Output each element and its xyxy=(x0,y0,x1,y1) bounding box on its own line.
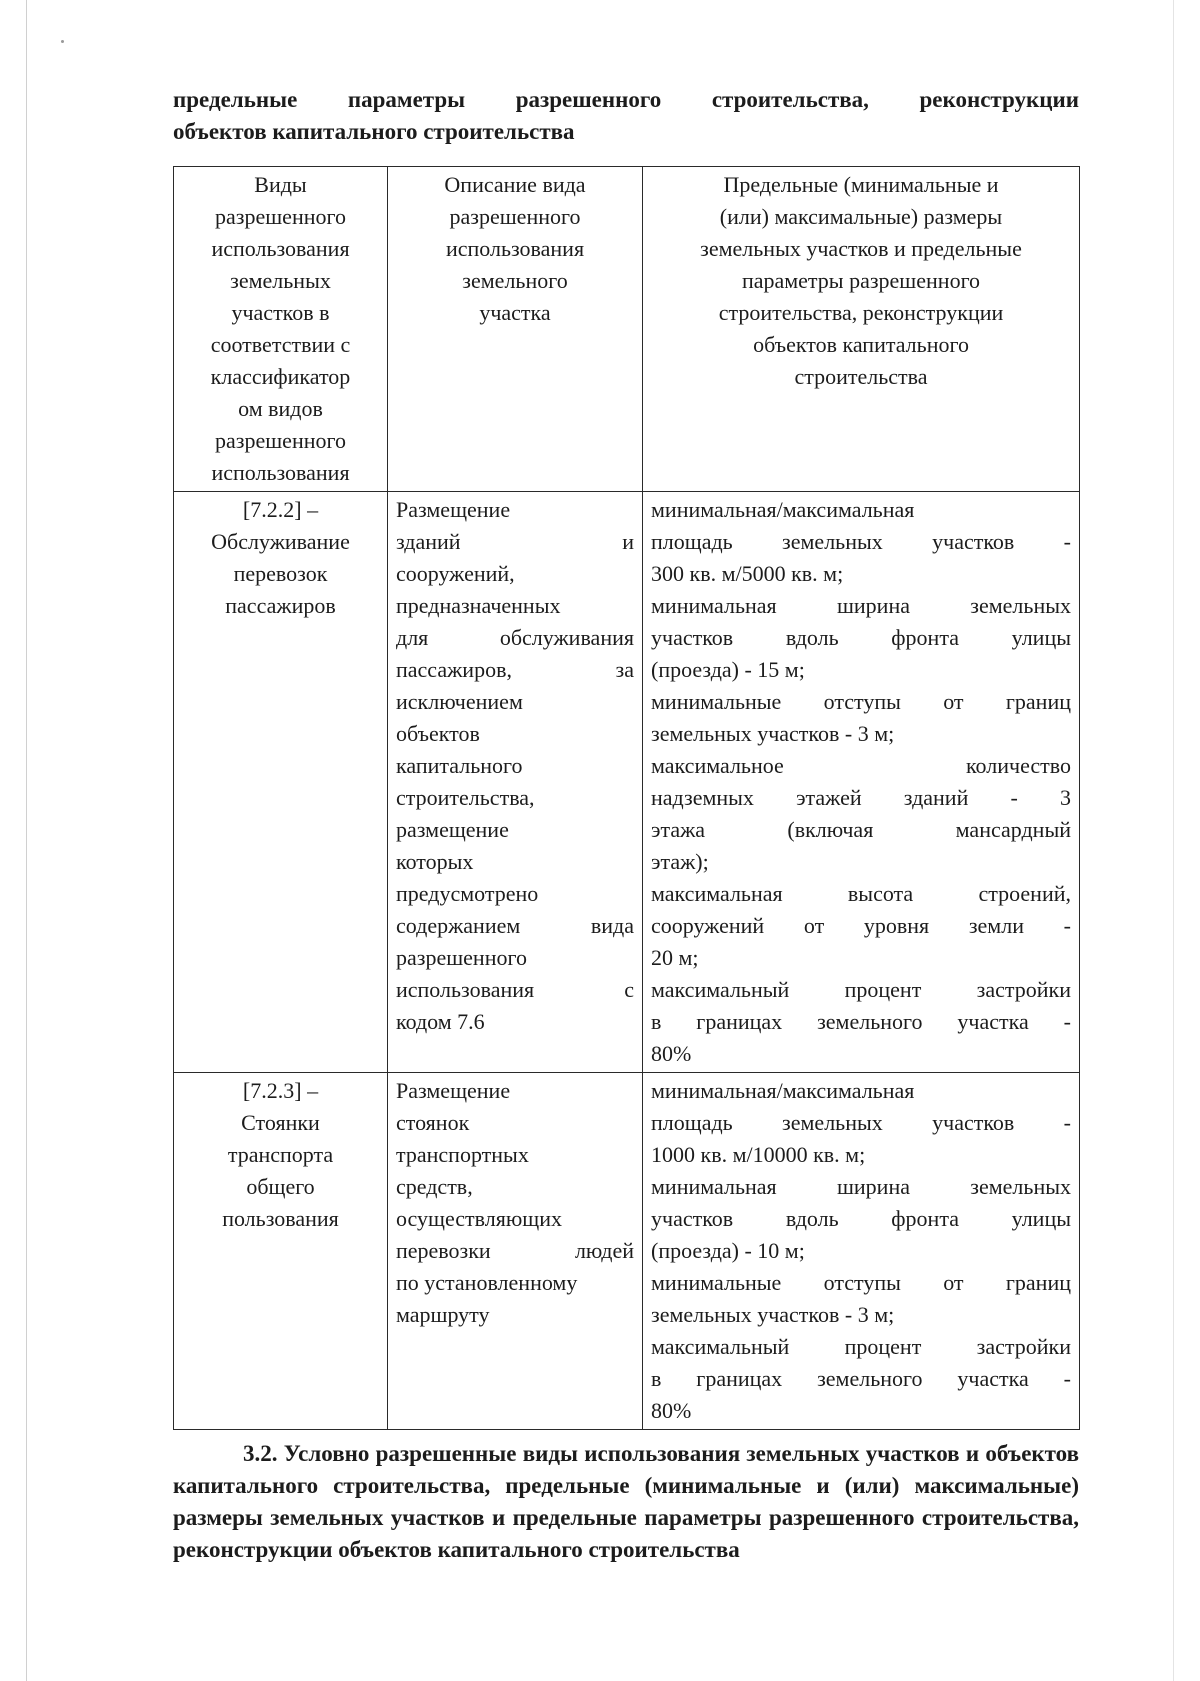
cell-text-line: Размещение xyxy=(396,1078,511,1103)
cell-text-line: транспортных xyxy=(396,1142,529,1167)
cell-text-line: участков вдоль фронта улицы xyxy=(651,1206,1071,1231)
top-heading-line-1: предельные параметры разрешенного строительства, реконструкции xyxy=(173,87,1079,112)
cell-text-line: 80% xyxy=(651,1041,692,1066)
row-description-cell xyxy=(388,492,643,1073)
cell-text-line: Стоянки xyxy=(241,1110,320,1135)
header-col-limit-parameters xyxy=(643,167,1080,492)
cell-text-line: сооружений от уровня земли - xyxy=(651,913,1071,938)
cell-text-line: использования с xyxy=(396,977,634,1002)
cell-text-line: 20 м; xyxy=(651,945,699,970)
cell-text-line: участка xyxy=(479,300,551,325)
cell-text-line: (проезда) - 15 м; xyxy=(651,657,805,682)
cell-text-line: этаж); xyxy=(651,849,709,874)
cell-text-line: пассажиров xyxy=(225,593,336,618)
cell-text-line: [7.2.2] – xyxy=(242,497,319,522)
scan-edge-right xyxy=(1173,0,1174,1681)
cell-text-line: соответствии с xyxy=(210,332,351,357)
cell-text-line: минимальная/максимальная xyxy=(651,1078,915,1103)
row-use-code-cell xyxy=(174,492,388,1073)
cell-text-line: в границах земельного участка - xyxy=(651,1366,1071,1391)
section-3-2-heading: 3.2. Условно разрешенные виды использования земельных участков и объектов капитального строительства, предельные (минимальные и (или) максимальные) размеры земельных участков и предельные параметры разрешенного строительства, реконструкции объектов капитального строительства xyxy=(173,1441,1079,1562)
cell-text-line: перевозок xyxy=(233,561,328,586)
cell-text-line: Предельные (минимальные и xyxy=(723,172,999,197)
cell-text-line: предназначенных xyxy=(396,593,561,618)
cell-text-line: 80% xyxy=(651,1398,692,1423)
cell-text-line: использования xyxy=(445,236,585,261)
cell-text-line: осуществляющих xyxy=(396,1206,562,1231)
row-description-cell xyxy=(388,1073,643,1430)
cell-text-line: надземных этажей зданий - 3 xyxy=(651,785,1071,810)
cell-text-line: минимальные отступы от границ xyxy=(651,689,1071,714)
cell-text-line: 1000 кв. м/10000 кв. м; xyxy=(651,1142,866,1167)
cell-text-line: сооружений, xyxy=(396,561,515,586)
cell-text-line: маршруту xyxy=(396,1302,490,1327)
cell-text-line: зданий и xyxy=(396,529,634,554)
cell-text-line: для обслуживания xyxy=(396,625,634,650)
cell-text-line: минимальная/максимальная xyxy=(651,497,915,522)
cell-text-line: транспорта xyxy=(227,1142,334,1167)
cell-text-line: пользования xyxy=(222,1206,339,1231)
scan-speck xyxy=(61,40,64,43)
cell-text-line: земельных участков - 3 м; xyxy=(651,1302,895,1327)
cell-text-line: пассажиров, за xyxy=(396,657,634,682)
cell-text-line: Размещение xyxy=(396,497,511,522)
cell-text-line: кодом 7.6 xyxy=(396,1009,485,1034)
cell-text-line: минимальная ширина земельных xyxy=(651,1174,1071,1199)
cell-text-line: максимальный процент застройки xyxy=(651,1334,1071,1359)
cell-text-line: максимальная высота строений, xyxy=(651,881,1071,906)
cell-text-line: минимальные отступы от границ xyxy=(651,1270,1071,1295)
cell-text-line: по установленному xyxy=(396,1270,578,1295)
cell-text-line: максимальный процент застройки xyxy=(651,977,1071,1002)
table-header-row xyxy=(174,167,1080,492)
cell-text-line: строительства, реконструкции xyxy=(718,300,1004,325)
scan-edge-left xyxy=(26,0,27,1681)
cell-text-line: объектов xyxy=(396,721,480,746)
cell-text-line: использования xyxy=(211,460,350,485)
row-parameters-cell xyxy=(643,492,1080,1073)
cell-text-line: строительства, xyxy=(396,785,535,810)
cell-text-line: (или) максимальные) размеры xyxy=(719,204,1003,229)
cell-text-line: строительства xyxy=(794,364,928,389)
parameters-table xyxy=(173,166,1080,1430)
cell-text-line: капитального xyxy=(396,753,523,778)
cell-text-line: параметры разрешенного xyxy=(741,268,981,293)
cell-text-line: использования xyxy=(211,236,350,261)
table-row xyxy=(174,1073,1080,1430)
document-page xyxy=(173,84,1079,1589)
top-heading xyxy=(173,84,1079,148)
cell-text-line: (проезда) - 10 м; xyxy=(651,1238,805,1263)
row-use-code-cell xyxy=(174,1073,388,1430)
cell-text-line: Описание вида xyxy=(444,172,586,197)
cell-text-line: разрешенного xyxy=(215,428,346,453)
cell-text-line: участков в xyxy=(231,300,330,325)
cell-text-line: разрешенного xyxy=(396,945,527,970)
cell-text-line: исключением xyxy=(396,689,523,714)
cell-text-line: разрешенного xyxy=(449,204,581,229)
cell-text-line: земельных участков и предельные xyxy=(700,236,1022,261)
cell-text-line: предусмотрено xyxy=(396,881,539,906)
cell-text-line: объектов капитального xyxy=(753,332,969,357)
cell-text-line: ом видов xyxy=(238,396,323,421)
top-heading-line-2: объектов капитального строительства xyxy=(173,119,575,144)
cell-text-line: этажа (включая мансардный xyxy=(651,817,1071,842)
cell-text-line: общего xyxy=(246,1174,315,1199)
cell-text-line: участков вдоль фронта улицы xyxy=(651,625,1071,650)
cell-text-line: Виды xyxy=(254,172,307,197)
header-col-permitted-use-types xyxy=(174,167,388,492)
cell-text-line: классификатор xyxy=(210,364,351,389)
cell-text-line: земельных xyxy=(230,268,331,293)
cell-text-line: земельных участков - 3 м; xyxy=(651,721,895,746)
cell-text-line: максимальное количество xyxy=(651,753,1071,778)
cell-text-line: площадь земельных участков - xyxy=(651,1110,1071,1135)
cell-text-line: минимальная ширина земельных xyxy=(651,593,1071,618)
header-col-use-description xyxy=(388,167,643,492)
cell-text-line: земельного xyxy=(462,268,568,293)
cell-text-line: Обслуживание xyxy=(211,529,350,554)
cell-text-line: разрешенного xyxy=(215,204,346,229)
cell-text-line: содержанием вида xyxy=(396,913,634,938)
cell-text-line: площадь земельных участков - xyxy=(651,529,1071,554)
table-row xyxy=(174,492,1080,1073)
cell-text-line: перевозки людей xyxy=(396,1238,634,1263)
cell-text-line: размещение xyxy=(396,817,509,842)
row-parameters-cell xyxy=(643,1073,1080,1430)
cell-text-line: в границах земельного участка - xyxy=(651,1009,1071,1034)
cell-text-line: средств, xyxy=(396,1174,473,1199)
cell-text-line: стоянок xyxy=(396,1110,470,1135)
cell-text-line: которых xyxy=(396,849,474,874)
cell-text-line: 300 кв. м/5000 кв. м; xyxy=(651,561,844,586)
cell-text-line: [7.2.3] – xyxy=(242,1078,319,1103)
